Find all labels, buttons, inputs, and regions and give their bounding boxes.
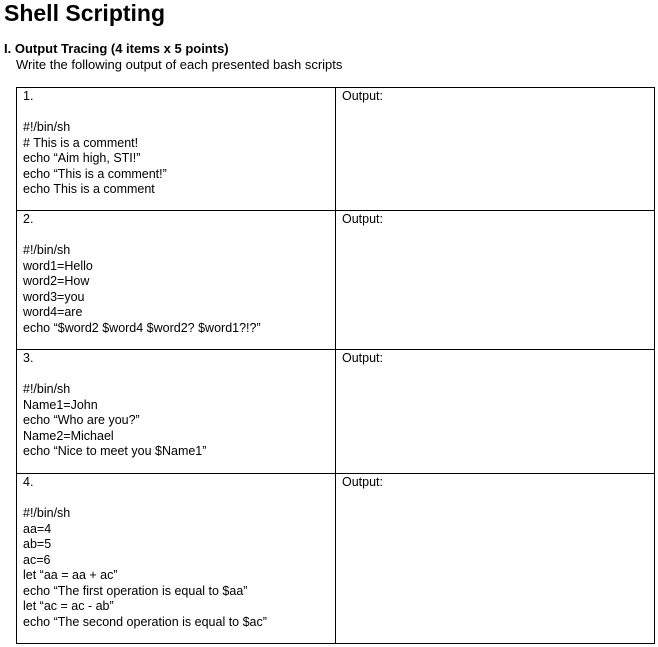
code-line: let “aa = aa + ac” <box>23 568 118 582</box>
code-line: word2=How <box>23 274 90 288</box>
code-line: ac=6 <box>23 552 51 567</box>
page-title: Shell Scripting <box>4 0 166 26</box>
code-line: ab=5 <box>23 537 52 551</box>
code-line: aa=4 <box>23 521 52 536</box>
output-label: Output: <box>342 475 383 489</box>
item-number: 2. <box>23 212 34 226</box>
code-line: echo “Nice to meet you $Name1” <box>23 444 207 458</box>
output-label: Output: <box>342 351 383 365</box>
code-line: echo “$word2 $word4 $word2? $word1?!?” <box>23 320 261 335</box>
output-cell[interactable] <box>336 474 655 644</box>
table-row <box>17 474 655 644</box>
output-label: Output: <box>342 212 383 226</box>
code-line: # This is a comment! <box>23 135 139 150</box>
instructions-text: Write the following output of each presented bash scripts <box>16 57 343 72</box>
output-label: Output: <box>342 89 383 103</box>
script-cell <box>17 211 336 350</box>
code-line: word3=you <box>23 289 85 304</box>
script-cell <box>17 88 336 211</box>
code-line: word4=are <box>23 305 83 319</box>
item-number: 3. <box>23 351 34 365</box>
script-cell <box>17 474 336 644</box>
table-row <box>17 350 655 474</box>
code-line: echo “The first operation is equal to $aa” <box>23 583 248 598</box>
table-row <box>17 88 655 211</box>
code-line: echo “The second operation is equal to $ac” <box>23 614 267 629</box>
section-heading: I. Output Tracing (4 items x 5 points) <box>4 41 229 56</box>
item-number: 1. <box>23 89 34 103</box>
output-cell[interactable] <box>336 350 655 474</box>
output-tracing-table <box>16 87 655 644</box>
code-line: word1=Hello <box>23 258 93 273</box>
code-line: Name2=Michael <box>23 428 114 443</box>
code-line: #!/bin/sh <box>23 382 71 396</box>
item-number: 4. <box>23 475 34 489</box>
code-line: #!/bin/sh <box>23 506 71 520</box>
output-cell[interactable] <box>336 211 655 350</box>
code-line: echo “Aim high, STI!” <box>23 151 141 165</box>
code-line: echo “Who are you?” <box>23 413 140 427</box>
code-line: Name1=John <box>23 397 98 412</box>
code-line: echo This is a comment <box>23 182 155 196</box>
output-cell[interactable] <box>336 88 655 211</box>
table-row <box>17 211 655 350</box>
script-cell <box>17 350 336 474</box>
code-line: #!/bin/sh <box>23 243 71 257</box>
code-line: #!/bin/sh <box>23 120 71 134</box>
code-line: let “ac = ac - ab” <box>23 599 114 613</box>
code-line: echo “This is a comment!” <box>23 166 167 181</box>
